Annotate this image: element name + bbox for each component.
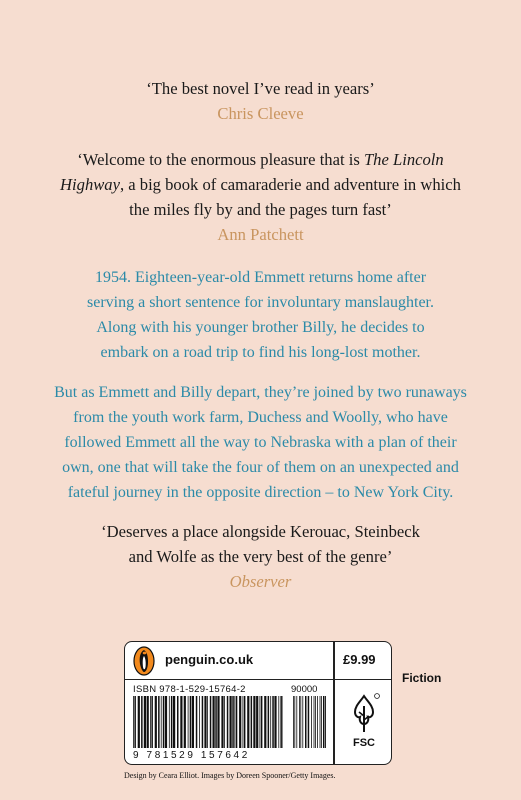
barcode-bar	[270, 696, 271, 748]
blurb-line: embark on a road trip to find his long-lost mother.	[100, 344, 421, 361]
penguin-logo-icon	[133, 646, 155, 676]
blurb-paragraph-1	[26, 265, 495, 365]
barcode-bar	[210, 696, 212, 748]
barcode-bar	[253, 696, 255, 748]
barcode-bar	[196, 696, 198, 748]
barcode-bar	[283, 696, 284, 748]
barcode-bar	[230, 696, 232, 748]
barcode-bar	[207, 696, 208, 748]
barcode-bar	[317, 696, 318, 748]
barcode-bar	[202, 696, 204, 748]
isbn-label: ISBN 978-1-529-15764-2	[133, 684, 246, 695]
quote-2	[30, 147, 491, 247]
blurb-line: from the youth work farm, Duchess and Woolly, who have	[73, 409, 448, 426]
barcode-bar	[173, 696, 175, 748]
barcode-bar	[161, 696, 162, 748]
barcode-bar	[293, 696, 294, 748]
barcode-bar	[314, 696, 315, 748]
quote-1-author: Chris Cleeve	[217, 104, 304, 123]
barcode-bar	[147, 696, 149, 748]
barcode-header	[125, 642, 391, 680]
book-title: Highway	[60, 175, 120, 194]
barcode-bar	[264, 696, 266, 748]
barcode-bar	[272, 696, 274, 748]
barcode-bar	[134, 696, 136, 748]
barcode-bar	[144, 696, 146, 748]
quote-2-line-1: ‘Welcome to the enormous pleasure that is The Lincoln	[77, 150, 444, 169]
barcode-bar	[155, 696, 157, 748]
price: £9.99	[343, 652, 376, 667]
barcode-bar	[227, 696, 229, 748]
blurb-line: own, one that will take the four of them on an unexpected and	[62, 459, 459, 476]
barcode-bar	[311, 696, 312, 748]
quote-1-text: ‘The best novel I’ve read in years’	[146, 79, 375, 98]
barcode-bar	[323, 696, 325, 748]
barcode-panel	[124, 641, 392, 765]
barcode-bar	[188, 696, 189, 748]
addon-code: 90000	[291, 684, 318, 695]
genre-label: Fiction	[402, 671, 442, 685]
barcode-bar	[158, 696, 160, 748]
barcode-bar	[217, 696, 219, 748]
barcode-bar	[247, 696, 249, 748]
barcode-bar	[171, 696, 173, 748]
barcode-bar	[278, 696, 279, 748]
barcode-bar	[274, 696, 276, 748]
barcode-bar	[180, 696, 182, 748]
barcode-bar	[236, 696, 238, 748]
barcode-bar	[260, 696, 261, 748]
quote-3-author: Observer	[229, 572, 292, 591]
barcode-bar	[163, 696, 165, 748]
fsc-tree-icon	[347, 692, 381, 750]
fsc-label: FSC	[353, 737, 375, 749]
quote-3-line-2: and Wolfe as the very best of the genre’	[128, 547, 393, 566]
barcode-bar	[302, 696, 303, 748]
barcode-bar	[243, 696, 244, 748]
barcode-bar	[204, 696, 206, 748]
quote-3-line-1: ‘Deserves a place alongside Kerouac, Steinbeck	[101, 522, 420, 541]
barcode-bar	[192, 696, 194, 748]
barcode-bars	[133, 696, 283, 748]
barcode-bar	[199, 696, 200, 748]
blurb-line: fateful journey in the opposite direction – to New York City.	[67, 484, 454, 501]
barcode-bar	[299, 696, 300, 748]
barcode-bar	[256, 696, 258, 748]
barcode-bar	[138, 696, 140, 748]
quote-1	[30, 76, 491, 126]
barcode-bar	[141, 696, 143, 748]
barcode-bar	[305, 696, 307, 748]
quote-3	[30, 519, 491, 594]
design-credit: Design by Ceara Elliot. Images by Doreen Spooner/Getty Images.	[124, 771, 336, 780]
barcode-bar	[133, 696, 134, 748]
barcode-bar	[221, 696, 223, 748]
barcode-bar	[320, 696, 321, 748]
barcode-bar	[325, 696, 326, 748]
barcode-bar	[190, 696, 192, 748]
barcode-bar	[294, 696, 295, 748]
barcode-bar	[251, 696, 253, 748]
quote-2-line-3: the miles fly by and the pages turn fast’	[129, 200, 392, 219]
blurb-line: followed Emmett all the way to Nebraska with a plan of their	[64, 434, 457, 451]
barcode-bar	[213, 696, 215, 748]
divider	[333, 680, 335, 765]
barcode-bar	[268, 696, 270, 748]
barcode-bar	[184, 696, 186, 748]
blurb-line: 1954. Eighteen-year-old Emmett returns home after	[94, 269, 427, 286]
quote-2-line-2: Highway, a big book of camaraderie and adventure in which	[60, 175, 461, 194]
barcode-bar	[244, 696, 246, 748]
barcode-bar	[321, 696, 322, 748]
quote-2-author: Ann Patchett	[217, 225, 304, 244]
barcode-bar	[239, 696, 241, 748]
barcode-bar	[215, 696, 217, 748]
ean-digits: 9 781529 157642	[133, 750, 250, 761]
publisher-url: penguin.co.uk	[165, 652, 254, 667]
barcode-bar	[169, 696, 170, 748]
barcode-bar	[165, 696, 167, 748]
barcode-bar	[234, 696, 235, 748]
barcode-bar	[261, 696, 263, 748]
addon-barcode-bars	[293, 696, 326, 748]
barcode-bar	[151, 696, 153, 748]
blurb-line: But as Emmett and Billy depart, they’re joined by two runaways	[54, 384, 467, 401]
barcode-bar	[150, 696, 151, 748]
book-title: The Lincoln	[363, 150, 444, 169]
barcode-bar	[224, 696, 225, 748]
barcode-bar	[315, 696, 316, 748]
blurb-paragraph-2	[26, 380, 495, 505]
barcode-bar	[280, 696, 282, 748]
barcode-bar	[296, 696, 297, 748]
divider	[333, 642, 335, 680]
blurb-line: serving a short sentence for involuntary manslaughter.	[86, 294, 434, 311]
blurb-line: Along with his younger brother Billy, he decides to	[96, 319, 425, 336]
barcode-bar	[232, 696, 234, 748]
barcode-bar	[308, 696, 310, 748]
barcode-bar	[300, 696, 301, 748]
barcode-bar	[177, 696, 179, 748]
